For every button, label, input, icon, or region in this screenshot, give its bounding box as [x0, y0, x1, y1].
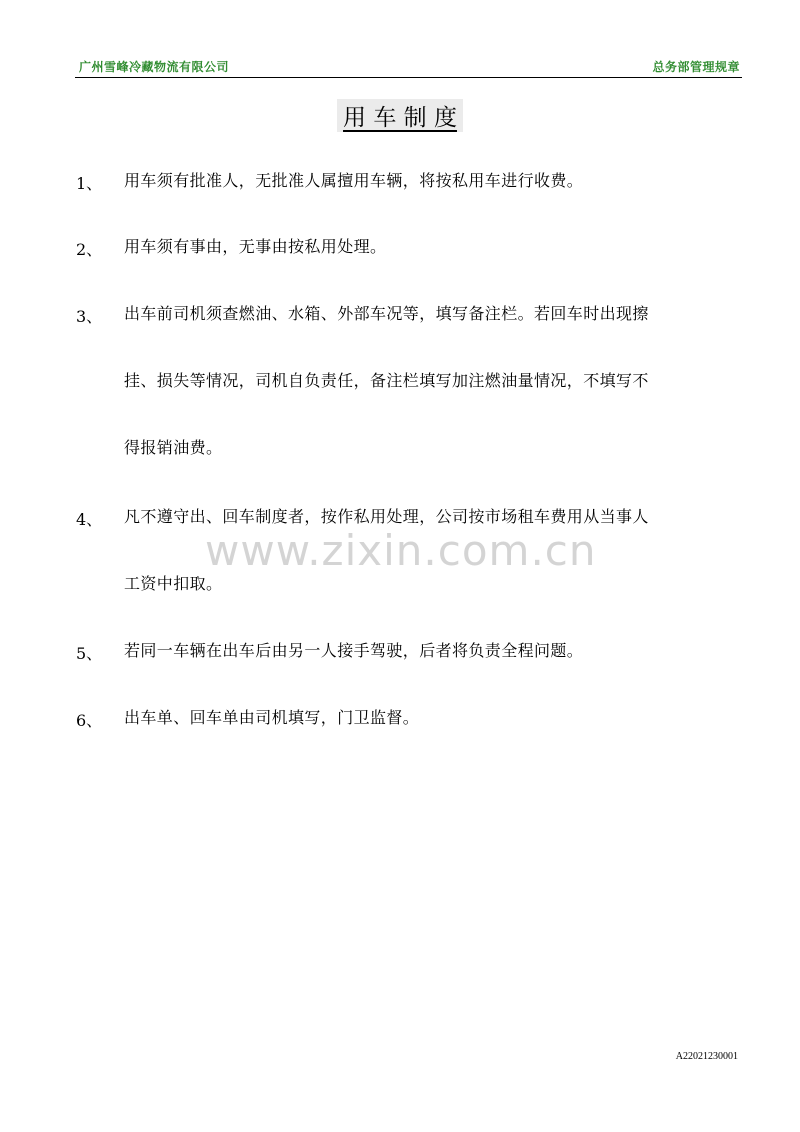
list-item-5 — [124, 617, 738, 684]
item-4-line-1: 凡不遵守出、回车制度者，按作私用处理，公司按市场租车费用从当事人 — [124, 507, 649, 526]
item-number-5: 5、 — [76, 644, 103, 663]
list-item-1 — [124, 147, 738, 214]
item-3-line-3: 得报销油费。 — [124, 438, 223, 457]
item-6-line-1: 出车单、回车单由司机填写，门卫监督。 — [124, 708, 420, 727]
list-item-2 — [124, 213, 738, 280]
document-code: A22021230001 — [675, 1051, 738, 1062]
item-number-1: 1、 — [76, 174, 103, 193]
list-item-3 — [124, 280, 738, 481]
item-number-3: 3、 — [76, 307, 103, 326]
item-number-4: 4、 — [76, 510, 103, 529]
department-label: 总务部管理规章 — [652, 60, 740, 74]
document-title — [0, 99, 800, 132]
list-item-6 — [124, 684, 738, 751]
item-3-line-1: 出车前司机须查燃油、水箱、外部车况等，填写备注栏。若回车时出现擦 — [124, 304, 649, 323]
item-number-6: 6、 — [76, 711, 103, 730]
item-number-2: 2、 — [76, 240, 103, 259]
page-header — [75, 56, 742, 78]
item-1-line-1: 用车须有批准人，无批准人属擅用车辆，将按私用车进行收费。 — [124, 171, 584, 190]
company-name: 广州雪峰冷藏物流有限公司 — [79, 60, 230, 74]
item-5-line-1: 若同一车辆在出车后由另一人接手驾驶，后者将负责全程问题。 — [124, 641, 584, 660]
watermark-text: www.zixin.com.cn — [205, 526, 597, 575]
item-3-line-2: 挂、损失等情况，司机自负责任，备注栏填写加注燃油量情况，不填写不 — [124, 371, 649, 390]
item-2-line-1: 用车须有事由，无事由按私用处理。 — [124, 237, 387, 256]
item-4-line-2: 工资中扣取。 — [124, 574, 223, 593]
document-title-text: 用 车 制 度 — [337, 99, 463, 132]
list-item-4 — [124, 483, 738, 617]
